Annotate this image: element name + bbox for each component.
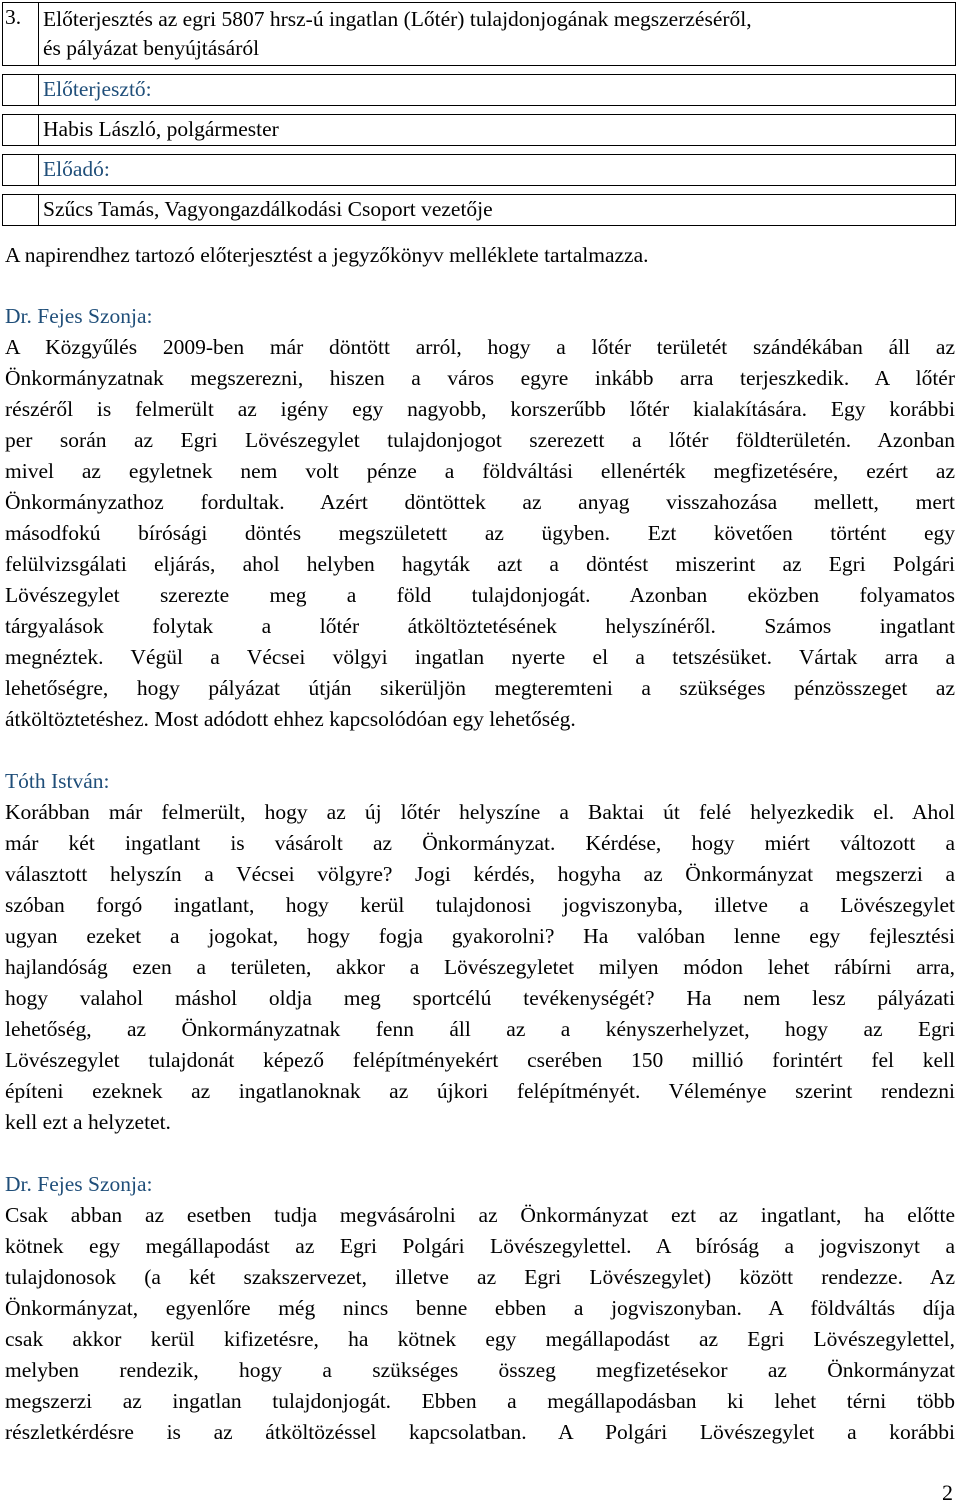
text-line: csak akkor kerül kifizetésre, ha kötnek egy megállapodást az Egri Lövészegylettel, — [5, 1327, 955, 1351]
text-line: per során az Egri Lövészegylet tulajdonjogot szerezett a lőtér földterületén. Azonban — [5, 428, 955, 452]
text-line: tulajdonosok (a két szakszervezet, illetve az Egri Lövészegylet) között rendezze. Az — [5, 1265, 955, 1289]
text-line: kötnek egy megállapodást az Egri Polgári Lövészegylettel. A bíróság a jogviszonyt a — [5, 1234, 955, 1258]
text-line: átköltöztetéshez. Most adódott ehhez kapcsolódóan egy lehetőség. — [5, 707, 576, 731]
text-line: másodfokú bírósági döntés megszületett az ügyben. Ezt követően történt egy — [5, 521, 955, 545]
empty-cell — [3, 155, 39, 186]
empty-cell — [3, 195, 39, 226]
text-line: tárgyalások folytak a lőtér átköltöztetésének helyszínéről. Számos ingatlant — [5, 614, 955, 638]
text-line: hogy valahol máshol oldja meg sportcélú tevékenységét? Ha nem lesz pályázati — [5, 986, 955, 1010]
text-line: Önkormányzathoz fordultak. Azért döntöttek az anyag visszahozása mellett, mert — [5, 490, 955, 514]
presenter-name: Habis László, polgármester — [39, 115, 956, 146]
text-line: A Közgyűlés 2009-ben már döntött arról, hogy a lőtér területét szándékában áll az — [5, 335, 955, 359]
text-line: ugyan ezeket a jogokat, hogy fogja gyakorolni? Ha valóban lenne egy fejlesztési — [5, 924, 955, 948]
page-number: 2 — [942, 1480, 953, 1505]
text-line: részéről is felmerült az igény egy nagyobb, korszerűbb lőtér kialakítására. Egy korábbi — [5, 397, 955, 421]
text-line: mivel az egyletnek nem volt pénze a földváltási ellenérték megfizetésére, ezért az — [5, 459, 955, 483]
speaker-label: Előadó: — [39, 155, 956, 186]
text-line: megnéztek. Végül a Vécsei völgyi ingatlan nyerte el a tetszésüket. Vártak arra a — [5, 645, 955, 669]
paragraph — [5, 797, 955, 1138]
agenda-title-line: és pályázat benyújtásáról — [43, 36, 260, 60]
empty-cell — [3, 115, 39, 146]
text-line: lehetőségre, hogy pályázat útján sikerüljön megteremteni a szükséges pénzösszeget az — [5, 676, 955, 700]
text-line: Lövészegylet tulajdonát képező felépítményekért cserében 150 millió forintért fel kell — [5, 1048, 955, 1072]
agenda-header-table — [2, 2, 956, 226]
text-line: kell ezt a helyzetet. — [5, 1110, 171, 1134]
text-line: Csak abban az esetben tudja megvásárolni az Önkormányzat ezt az ingatlant, ha előtte — [5, 1203, 955, 1227]
text-line: Önkormányzatnak megszerezni, hiszen a város egyre inkább arra terjeszkedik. A lőtér — [5, 366, 955, 390]
text-line: részletkérdésre is az átköltözéssel kapcsolatban. A Polgári Lövészegylet a korábbi — [5, 1420, 955, 1444]
paragraph — [5, 1200, 955, 1448]
minutes-body — [5, 240, 955, 1448]
text-line: lehetőség, az Önkormányzatnak fenn áll az a kényszerhelyzet, hogy az Egri — [5, 1017, 955, 1041]
text-line: Önkormányzat, egyenlőre még nincs benne ebben a jogviszonyban. A földváltás díja — [5, 1296, 955, 1320]
text-line: építeni ezeknek az ingatlanoknak az újkori felépítményét. Véleménye szerint rendezni — [5, 1079, 955, 1103]
agenda-title-line: Előterjesztés az egri 5807 hrsz-ú ingatlan (Lőtér) tulajdonjogának megszerzéséről, — [43, 7, 752, 31]
speaker-heading: Tóth István: — [5, 769, 110, 793]
text-line: Lövészegylet szerezte meg a föld tulajdonjogát. Azonban eközben folyamatos — [5, 583, 955, 607]
speaker-heading: Dr. Fejes Szonja: — [5, 304, 153, 328]
text-line: szóban forgó ingatlant, hogy kerül tulajdonosi jogviszonyba, illetve a Lövészegylet — [5, 893, 955, 917]
text-line: már két ingatlant is vásárolt az Önkormányzat. Kérdése, hogy miért változott a — [5, 831, 955, 855]
presenter-label: Előterjesztő: — [39, 75, 956, 106]
paragraph — [5, 332, 955, 735]
speaker-heading: Dr. Fejes Szonja: — [5, 1172, 153, 1196]
text-line: megszerzi az ingatlan tulajdonjogát. Ebben a megállapodásban ki lehet térni több — [5, 1389, 955, 1413]
text-line: Korábban már felmerült, hogy az új lőtér helyszíne a Baktai út felé helyezkedik el. Ahol — [5, 800, 955, 824]
attachment-note: A napirendhez tartozó előterjesztést a jegyzőkönyv melléklete tartalmazza. — [5, 243, 649, 267]
speaker-name: Szűcs Tamás, Vagyongazdálkodási Csoport vezetője — [39, 195, 956, 226]
text-line: melyben rendezik, hogy a szükséges összeg megfizetésekor az Önkormányzat — [5, 1358, 955, 1382]
text-line: felülvizsgálati eljárás, ahol helyben hagyták azt a döntést miszerint az Egri Polgári — [5, 552, 955, 576]
text-line: választott helyszín a Vécsei völgyre? Jogi kérdés, hogyha az Önkormányzat megszerzi a — [5, 862, 955, 886]
text-line: hajlandóság ezen a területen, akkor a Lövészegyletet milyen módon lehet rábírni arra, — [5, 955, 955, 979]
agenda-number: 3. — [3, 3, 39, 66]
agenda-title — [39, 3, 956, 66]
empty-cell — [3, 75, 39, 106]
